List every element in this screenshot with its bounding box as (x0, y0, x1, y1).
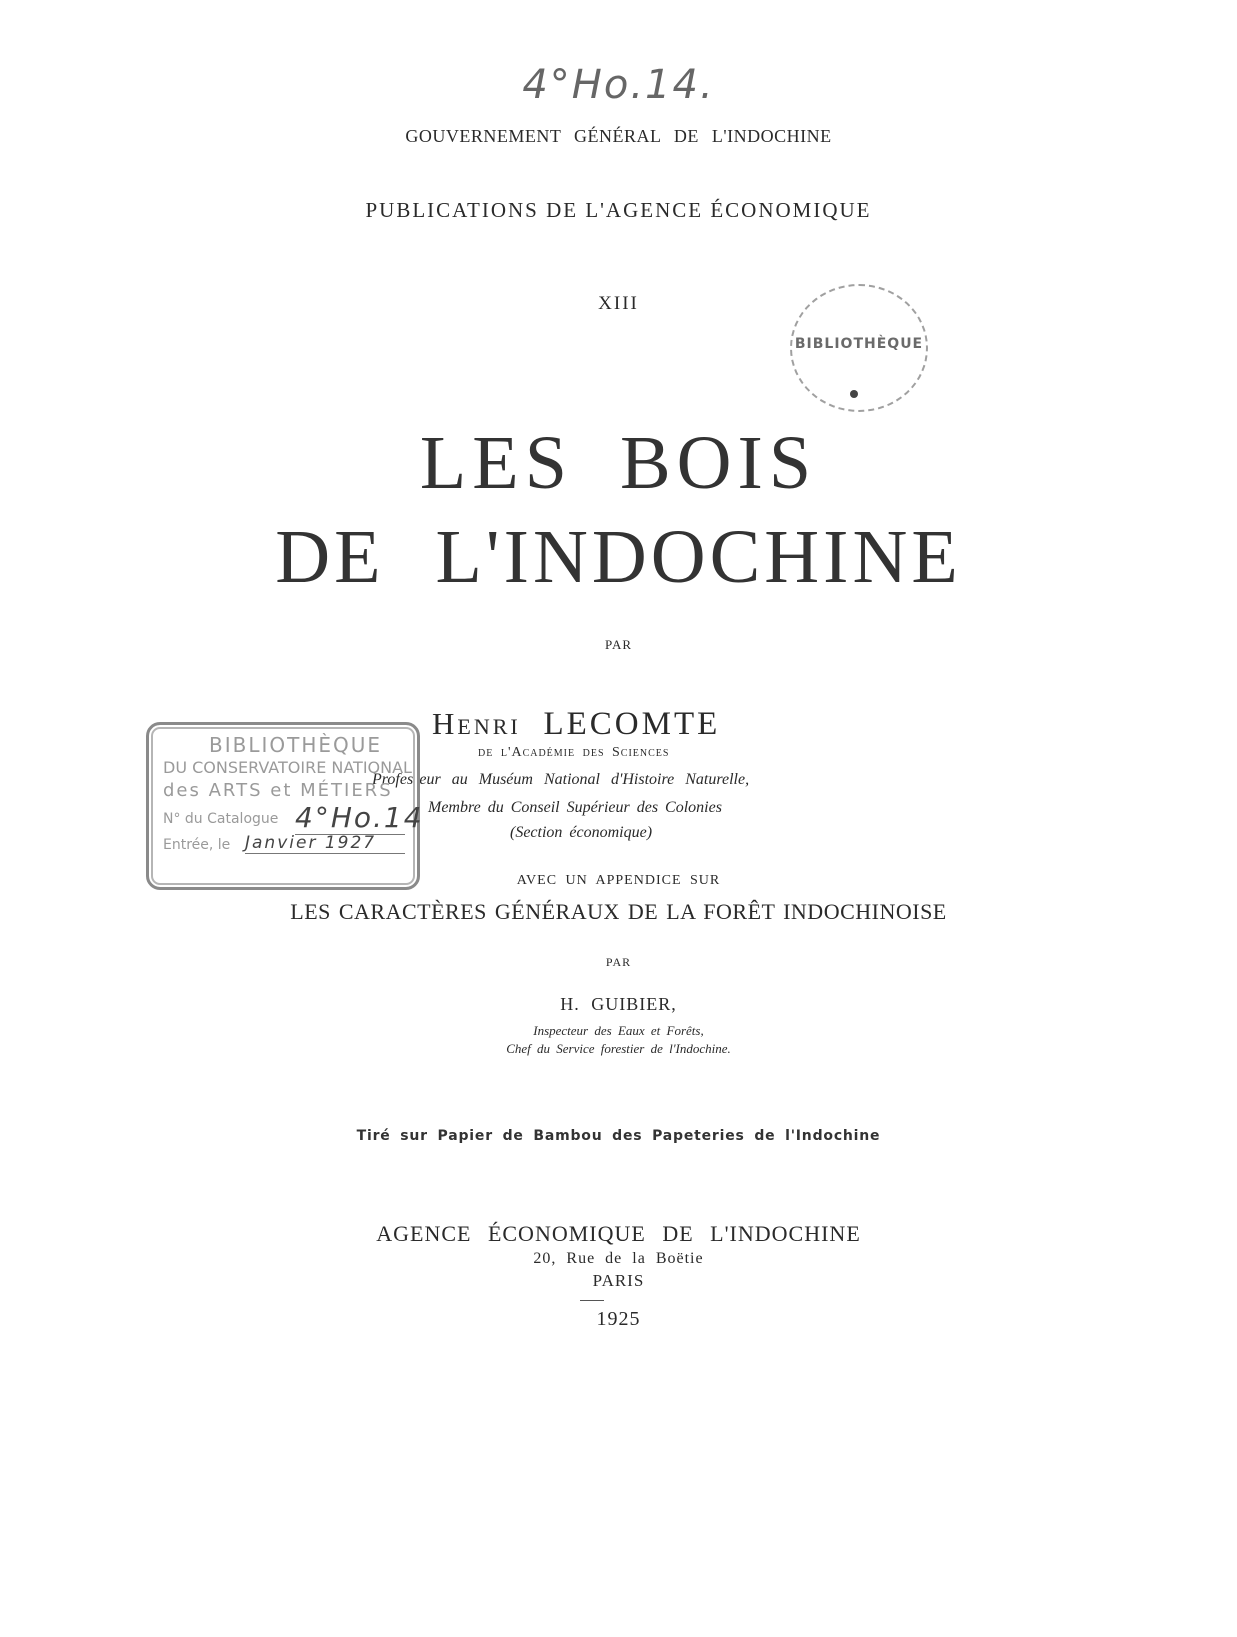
title-line-2: DE L'INDOCHINE (275, 515, 962, 599)
co-author-role-2: Chef du Service forestier de l'Indochine. (506, 1041, 731, 1056)
publisher-address: 20, Rue de la Boëtie (533, 1250, 704, 1267)
co-author-role-1: Inspecteur des Eaux et Forêts, (533, 1023, 704, 1038)
author-last-name: LECOMTE (543, 706, 721, 742)
publisher-city: PARIS (592, 1271, 645, 1290)
divider-rule (580, 1300, 604, 1301)
author-name (432, 706, 720, 743)
co-author-name: H. GUIBIER, (560, 994, 677, 1014)
title-line-1: LES BOIS (419, 421, 818, 505)
library-rect-stamp (146, 722, 424, 890)
round-stamp-text: BIBLIOTHÈQUE (794, 336, 924, 352)
author-affiliation-section: (Section économique) (510, 824, 653, 841)
series-name: PUBLICATIONS DE L'AGENCE ÉCONOMIQUE (365, 198, 872, 222)
handwritten-call-number: 4°Ho.14. (522, 62, 715, 108)
library-round-stamp (790, 284, 928, 412)
rect-stamp-line-3: des ARTS et MÉTIERS (163, 780, 393, 801)
author-affiliation-council: Membre du Conseil Supérieur des Colonies (428, 799, 722, 816)
volume-number: XIII (598, 293, 639, 314)
affiliation-text: de l'Académie des Sciences (478, 745, 670, 760)
series-header: GOUVERNEMENT GÉNÉRAL DE L'INDOCHINE (405, 126, 832, 146)
par-label: PAR (604, 637, 633, 652)
author-affiliation-museum: Professeur au Muséum National d'Histoire Naturelle, (372, 771, 750, 788)
par-label-2: PAR (605, 955, 632, 969)
rect-stamp-entry-label: Entrée, le (163, 837, 231, 853)
publication-year: 1925 (596, 1308, 641, 1330)
rect-stamp-entry-value: Janvier 1927 (245, 833, 405, 854)
author-first-name: Henri (432, 706, 521, 741)
rect-stamp-catalogue-value: 4°Ho.14 (295, 801, 424, 834)
rect-stamp-line-2: DU CONSERVATOIRE NATIONAL (163, 758, 412, 777)
rect-stamp-line-1: BIBLIOTHÈQUE (209, 733, 383, 757)
rect-stamp-catalogue-label: N° du Catalogue (163, 811, 279, 827)
paper-note: Tiré sur Papier de Bambou des Papeteries de l'Indochine (356, 1128, 881, 1144)
appendix-intro: AVEC UN APPENDICE SUR (516, 873, 721, 888)
stamp-dot-icon (850, 390, 858, 398)
publisher-name: AGENCE ÉCONOMIQUE DE L'INDOCHINE (376, 1221, 861, 1246)
appendix-title: LES CARACTÈRES GÉNÉRAUX DE LA FORÊT INDOCHINOISE (290, 899, 947, 924)
author-affiliation-academy (478, 745, 669, 761)
